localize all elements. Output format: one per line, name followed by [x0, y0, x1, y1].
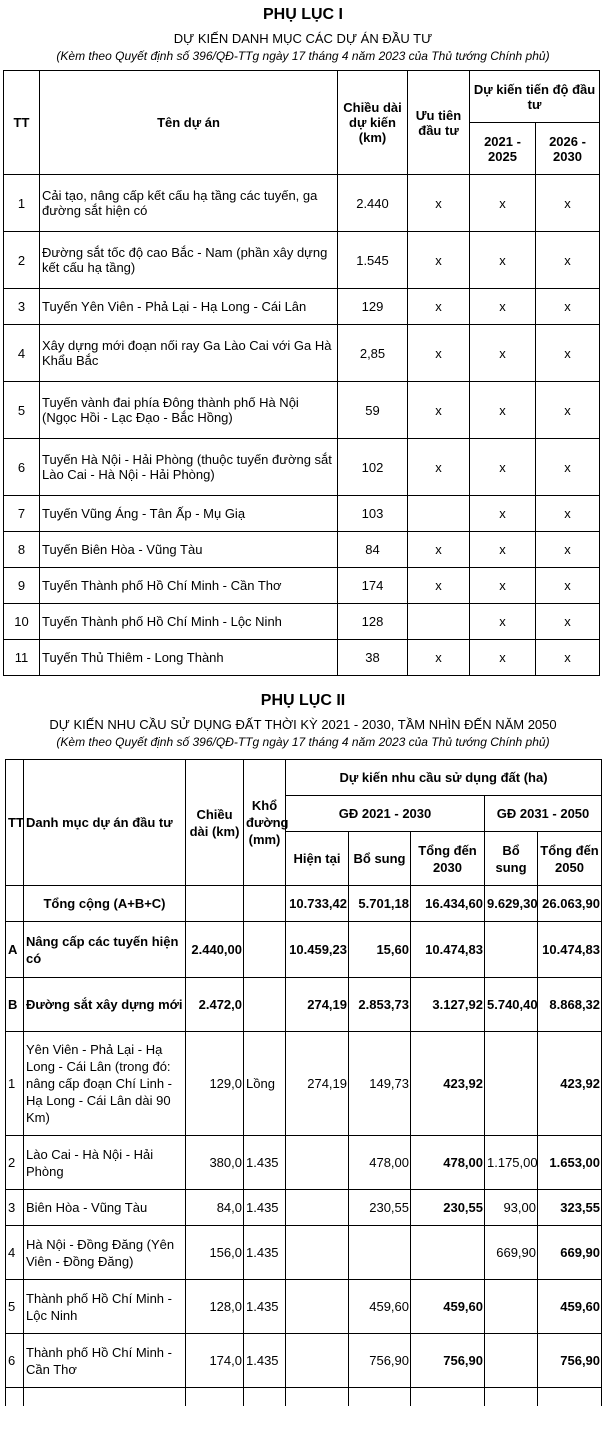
table-row — [4, 439, 600, 496]
cell-empty — [6, 1388, 24, 1407]
cell-priority: x — [408, 325, 470, 382]
cell-tt: 1 — [6, 1032, 24, 1136]
cell-tt: 5 — [6, 1280, 24, 1334]
cell-p1: x — [470, 532, 536, 568]
table-row — [4, 232, 600, 289]
cell-p1: x — [470, 439, 536, 496]
cell-total2030: 423,92 — [411, 1032, 485, 1136]
cell-tt: 7 — [4, 496, 40, 532]
cell-length: 102 — [338, 439, 408, 496]
cell-length: 380,0 — [186, 1136, 244, 1190]
appendix1-title: PHỤ LỤC I — [263, 6, 343, 23]
cell-name: Thành phố Hồ Chí Minh - Lộc Ninh — [24, 1280, 186, 1334]
cell-name: Đường sắt xây dựng mới — [24, 978, 186, 1032]
table-row — [4, 568, 600, 604]
table-row — [4, 532, 600, 568]
table-row — [6, 978, 602, 1032]
appendix1-table-body — [4, 175, 600, 676]
cell-empty — [538, 1388, 602, 1407]
table-row — [6, 886, 602, 922]
cell-tt: 8 — [4, 532, 40, 568]
appendix2-title: PHỤ LỤC II — [260, 692, 346, 709]
cell-gauge: 1.435 — [244, 1190, 286, 1226]
cell-p1: x — [470, 175, 536, 232]
cell-length: 174 — [338, 568, 408, 604]
appendix1-note: (Kèm theo Quyết định số 396/QĐ-TTg ngày 17 tháng 4 năm 2023 của Thủ tướng Chính phủ) — [56, 49, 550, 63]
cell-total2030: 756,90 — [411, 1334, 485, 1388]
cell-tt — [6, 886, 24, 922]
cell-empty — [244, 1388, 286, 1407]
cell-tt: 5 — [4, 382, 40, 439]
cell-total2050: 669,90 — [538, 1226, 602, 1280]
col2-land-header: Dự kiến nhu cầu sử dụng đất (ha) — [286, 760, 602, 796]
col2-add2-header: Bổ sung — [485, 832, 538, 886]
table-row — [4, 496, 600, 532]
cell-tt: A — [6, 922, 24, 978]
table-row — [6, 1032, 602, 1136]
cell-add1: 459,60 — [349, 1280, 411, 1334]
table-row — [4, 289, 600, 325]
cell-total2030: 16.434,60 — [411, 886, 485, 922]
appendix2-header — [0, 690, 606, 751]
appendix2-table-body — [6, 886, 602, 1407]
cell-p1: x — [470, 604, 536, 640]
cell-current: 10.459,23 — [286, 922, 349, 978]
cell-current — [286, 1334, 349, 1388]
cell-name: Hà Nội - Đồng Đăng (Yên Viên - Đồng Đăng) — [24, 1226, 186, 1280]
cell-current — [286, 1280, 349, 1334]
cell-gauge: 1.435 — [244, 1280, 286, 1334]
cell-p2: x — [536, 532, 600, 568]
cell-gauge — [244, 978, 286, 1032]
cell-priority: x — [408, 640, 470, 676]
cell-priority: x — [408, 175, 470, 232]
col2-gauge-header: Khổ đường (mm) — [244, 760, 286, 886]
cell-tt: 9 — [4, 568, 40, 604]
table-row — [6, 1190, 602, 1226]
cell-name: Tuyến Biên Hòa - Vũng Tàu — [40, 532, 338, 568]
col-priority-header: Ưu tiên đầu tư — [408, 71, 470, 175]
col-length-header: Chiều dài dự kiến (km) — [338, 71, 408, 175]
cell-name: Lào Cai - Hà Nội - Hải Phòng — [24, 1136, 186, 1190]
cell-length: 156,0 — [186, 1226, 244, 1280]
cell-p1: x — [470, 382, 536, 439]
table-row — [4, 325, 600, 382]
cell-length: 38 — [338, 640, 408, 676]
cell-length: 103 — [338, 496, 408, 532]
table-row — [6, 1334, 602, 1388]
cell-length: 2.440 — [338, 175, 408, 232]
col2-current-header: Hiện tại — [286, 832, 349, 886]
cell-total2030: 230,55 — [411, 1190, 485, 1226]
cell-add2: 5.740,40 — [485, 978, 538, 1032]
appendix1-header — [0, 0, 606, 65]
cell-length: 1.545 — [338, 232, 408, 289]
cell-total2030: 478,00 — [411, 1136, 485, 1190]
cell-tt: 10 — [4, 604, 40, 640]
cell-add2: 1.175,00 — [485, 1136, 538, 1190]
cell-total2030: 10.474,83 — [411, 922, 485, 978]
cell-tt: 1 — [4, 175, 40, 232]
cell-name: Tuyến Thành phố Hồ Chí Minh - Cần Thơ — [40, 568, 338, 604]
cell-priority: x — [408, 382, 470, 439]
table-row-partial — [6, 1388, 602, 1407]
cell-p1: x — [470, 496, 536, 532]
cell-priority: x — [408, 289, 470, 325]
cell-empty — [485, 1388, 538, 1407]
appendix1-subtitle: DỰ KIẾN DANH MỤC CÁC DỰ ÁN ĐẦU TƯ — [173, 31, 433, 46]
cell-name: Tuyến Hà Nội - Hải Phòng (thuộc tuyến đường sắt Lào Cai - Hà Nội - Hải Phòng) — [40, 439, 338, 496]
cell-total2050: 423,92 — [538, 1032, 602, 1136]
cell-tt: 4 — [4, 325, 40, 382]
cell-priority — [408, 604, 470, 640]
cell-name: Xây dựng mới đoạn nối ray Ga Lào Cai với Ga Hà Khẩu Bắc — [40, 325, 338, 382]
cell-length: 84,0 — [186, 1190, 244, 1226]
cell-tt: 3 — [4, 289, 40, 325]
col-p2-header: 2026 - 2030 — [536, 123, 600, 175]
col2-add1-header: Bổ sung — [349, 832, 411, 886]
cell-add2 — [485, 1280, 538, 1334]
cell-tt: 6 — [4, 439, 40, 496]
cell-tt: 11 — [4, 640, 40, 676]
table-row — [4, 382, 600, 439]
cell-total2050: 323,55 — [538, 1190, 602, 1226]
cell-p2: x — [536, 568, 600, 604]
table-row — [6, 922, 602, 978]
cell-length: 84 — [338, 532, 408, 568]
col-tt-header: TT — [4, 71, 40, 175]
cell-add1: 149,73 — [349, 1032, 411, 1136]
cell-length: 174,0 — [186, 1334, 244, 1388]
cell-total2050: 756,90 — [538, 1334, 602, 1388]
col2-total2050-header: Tổng đến 2050 — [538, 832, 602, 886]
table-row — [4, 175, 600, 232]
cell-current — [286, 1226, 349, 1280]
cell-name: Yên Viên - Phả Lại - Hạ Long - Cái Lân (trong đó: nâng cấp đoạn Chí Linh - Hạ Long - Cái Lân dài 90 Km) — [24, 1032, 186, 1136]
cell-tt: 2 — [4, 232, 40, 289]
cell-length: 129,0 — [186, 1032, 244, 1136]
appendix2-table — [5, 759, 602, 1406]
cell-add2: 93,00 — [485, 1190, 538, 1226]
cell-empty — [24, 1388, 186, 1407]
cell-add1: 230,55 — [349, 1190, 411, 1226]
cell-add1 — [349, 1226, 411, 1280]
cell-add1: 756,90 — [349, 1334, 411, 1388]
col2-total2030-header: Tổng đến 2030 — [411, 832, 485, 886]
cell-p2: x — [536, 382, 600, 439]
table-row — [6, 1280, 602, 1334]
cell-total2030: 3.127,92 — [411, 978, 485, 1032]
cell-empty — [411, 1388, 485, 1407]
col2-name-header: Danh mục dự án đầu tư — [24, 760, 186, 886]
cell-current: 274,19 — [286, 1032, 349, 1136]
cell-add2 — [485, 1334, 538, 1388]
cell-add2: 9.629,30 — [485, 886, 538, 922]
table-row — [4, 640, 600, 676]
appendix2-note: (Kèm theo Quyết định số 396/QĐ-TTg ngày 17 tháng 4 năm 2023 của Thủ tướng Chính phủ) — [56, 735, 550, 749]
cell-tt: 4 — [6, 1226, 24, 1280]
col-p1-header: 2021 - 2025 — [470, 123, 536, 175]
cell-priority — [408, 496, 470, 532]
cell-total2050: 459,60 — [538, 1280, 602, 1334]
cell-length: 2,85 — [338, 325, 408, 382]
cell-add1: 15,60 — [349, 922, 411, 978]
cell-gauge: 1.435 — [244, 1136, 286, 1190]
table-row — [6, 1226, 602, 1280]
cell-add2: 669,90 — [485, 1226, 538, 1280]
cell-name: Thành phố Hồ Chí Minh - Cần Thơ — [24, 1334, 186, 1388]
cell-p1: x — [470, 640, 536, 676]
cell-current: 10.733,42 — [286, 886, 349, 922]
col2-gd1-header: GĐ 2021 - 2030 — [286, 796, 485, 832]
cell-name: Tổng cộng (A+B+C) — [24, 886, 186, 922]
cell-length — [186, 886, 244, 922]
cell-name: Nâng cấp các tuyến hiện có — [24, 922, 186, 978]
cell-p2: x — [536, 640, 600, 676]
cell-length: 129 — [338, 289, 408, 325]
cell-length: 59 — [338, 382, 408, 439]
cell-add2 — [485, 1032, 538, 1136]
cell-p2: x — [536, 175, 600, 232]
cell-current — [286, 1136, 349, 1190]
cell-gauge: 1.435 — [244, 1226, 286, 1280]
appendix1-table — [3, 70, 600, 676]
cell-empty — [349, 1388, 411, 1407]
cell-name: Tuyến Thành phố Hồ Chí Minh - Lộc Ninh — [40, 604, 338, 640]
cell-gauge — [244, 886, 286, 922]
cell-p1: x — [470, 568, 536, 604]
cell-p2: x — [536, 604, 600, 640]
cell-priority: x — [408, 439, 470, 496]
cell-total2050: 10.474,83 — [538, 922, 602, 978]
cell-p2: x — [536, 439, 600, 496]
col-name-header: Tên dự án — [40, 71, 338, 175]
cell-priority: x — [408, 568, 470, 604]
cell-tt: 6 — [6, 1334, 24, 1388]
cell-p1: x — [470, 325, 536, 382]
cell-p2: x — [536, 289, 600, 325]
cell-add1: 478,00 — [349, 1136, 411, 1190]
cell-gauge: 1.435 — [244, 1334, 286, 1388]
cell-tt: B — [6, 978, 24, 1032]
cell-p2: x — [536, 325, 600, 382]
cell-empty — [286, 1388, 349, 1407]
cell-total2030: 459,60 — [411, 1280, 485, 1334]
cell-total2050: 8.868,32 — [538, 978, 602, 1032]
col2-gd2-header: GĐ 2031 - 2050 — [485, 796, 602, 832]
col2-tt-header: TT — [6, 760, 24, 886]
cell-length: 2.440,00 — [186, 922, 244, 978]
cell-p1: x — [470, 232, 536, 289]
cell-add1: 2.853,73 — [349, 978, 411, 1032]
cell-p1: x — [470, 289, 536, 325]
cell-name: Tuyến vành đai phía Đông thành phố Hà Nội (Ngọc Hồi - Lạc Đạo - Bắc Hồng) — [40, 382, 338, 439]
cell-name: Cải tạo, nâng cấp kết cấu hạ tầng các tuyến, ga đường sắt hiện có — [40, 175, 338, 232]
cell-total2050: 1.653,00 — [538, 1136, 602, 1190]
col-schedule-header: Dự kiến tiến độ đầu tư — [470, 71, 600, 123]
cell-length: 2.472,0 — [186, 978, 244, 1032]
cell-current: 274,19 — [286, 978, 349, 1032]
cell-name: Tuyến Yên Viên - Phả Lại - Hạ Long - Cái Lân — [40, 289, 338, 325]
cell-total2050: 26.063,90 — [538, 886, 602, 922]
cell-length: 128 — [338, 604, 408, 640]
cell-priority: x — [408, 532, 470, 568]
cell-gauge: Lồng — [244, 1032, 286, 1136]
appendix2-subtitle: DỰ KIẾN NHU CẦU SỬ DỤNG ĐẤT THỜI KỲ 2021 - 2030, TẦM NHÌN ĐẾN NĂM 2050 — [49, 717, 557, 732]
table-row — [4, 604, 600, 640]
cell-name: Biên Hòa - Vũng Tàu — [24, 1190, 186, 1226]
cell-name: Tuyến Vũng Áng - Tân Ấp - Mụ Giạ — [40, 496, 338, 532]
col2-length-header: Chiều dài (km) — [186, 760, 244, 886]
table-row — [6, 1136, 602, 1190]
cell-current — [286, 1190, 349, 1226]
cell-p2: x — [536, 496, 600, 532]
cell-empty — [186, 1388, 244, 1407]
cell-total2030 — [411, 1226, 485, 1280]
cell-tt: 3 — [6, 1190, 24, 1226]
cell-add2 — [485, 922, 538, 978]
cell-add1: 5.701,18 — [349, 886, 411, 922]
cell-length: 128,0 — [186, 1280, 244, 1334]
cell-priority: x — [408, 232, 470, 289]
cell-name: Tuyến Thủ Thiêm - Long Thành — [40, 640, 338, 676]
cell-name: Đường sắt tốc độ cao Bắc - Nam (phần xây dựng kết cấu hạ tầng) — [40, 232, 338, 289]
cell-tt: 2 — [6, 1136, 24, 1190]
cell-p2: x — [536, 232, 600, 289]
cell-gauge — [244, 922, 286, 978]
